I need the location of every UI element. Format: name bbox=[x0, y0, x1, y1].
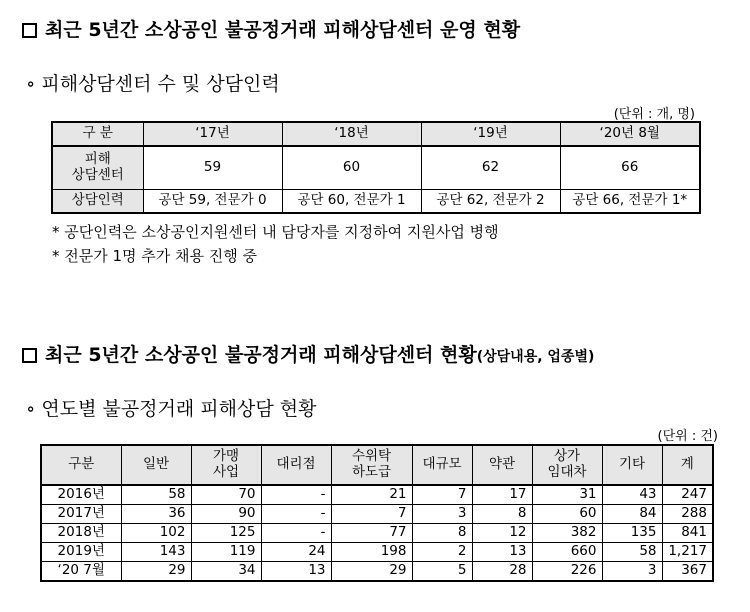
section1-subtitle: 피해상담센터 수 및 상담인력 bbox=[41, 73, 280, 95]
table-cell: 247 bbox=[662, 485, 713, 505]
table-cell: 90 bbox=[191, 505, 261, 524]
table-cell: 29 bbox=[331, 562, 412, 582]
table-cell: 143 bbox=[121, 543, 191, 562]
section1-subheading bbox=[26, 69, 280, 96]
table-cell: 119 bbox=[191, 543, 261, 562]
row-label: 2018년 bbox=[41, 524, 121, 543]
bullet-circle-icon: ∘ bbox=[26, 73, 36, 95]
table-cell: 공단 62, 전문가 2 bbox=[421, 190, 560, 214]
section2-heading bbox=[22, 340, 594, 367]
table-cell: 36 bbox=[121, 505, 191, 524]
header-cell: ‘20년 8월 bbox=[560, 122, 700, 146]
table-cell: 841 bbox=[662, 524, 713, 543]
footnote: * 공단인력은 소상공인지원센터 내 담당자를 지정하여 지원사업 병행 bbox=[52, 223, 499, 241]
table-cell: 7 bbox=[412, 485, 472, 505]
header-cell: 구 분 bbox=[52, 122, 143, 146]
table-row bbox=[41, 505, 713, 524]
table-cell: 31 bbox=[532, 485, 602, 505]
table-cell: 1,217 bbox=[662, 543, 713, 562]
table-cell: 2 bbox=[412, 543, 472, 562]
table-cell: 84 bbox=[602, 505, 662, 524]
table-cell: 13 bbox=[261, 562, 331, 582]
table-cell: 60 bbox=[532, 505, 602, 524]
table-cell: 367 bbox=[662, 562, 713, 582]
header-cell: ‘17년 bbox=[143, 122, 282, 146]
section2-unit: (단위 : 건) bbox=[657, 429, 718, 444]
header-cell: 대리점 bbox=[261, 445, 331, 485]
table-cell: 66 bbox=[560, 146, 700, 190]
section1-title: 최근 5년간 소상공인 불공정거래 피해상담센터 운영 현황 bbox=[45, 19, 521, 41]
header-cell: ‘18년 bbox=[282, 122, 421, 146]
table-cell: 13 bbox=[472, 543, 532, 562]
bullet-circle-icon: ∘ bbox=[26, 398, 36, 420]
table-cell: 3 bbox=[412, 505, 472, 524]
table-cell: 102 bbox=[121, 524, 191, 543]
table-cell: 공단 66, 전문가 1* bbox=[560, 190, 700, 214]
table-cell: 77 bbox=[331, 524, 412, 543]
table-cell: 21 bbox=[331, 485, 412, 505]
row-label: 2016년 bbox=[41, 485, 121, 505]
table-cell: 5 bbox=[412, 562, 472, 582]
table-cell: 7 bbox=[331, 505, 412, 524]
table-cell: 29 bbox=[121, 562, 191, 582]
header-cell: 구분 bbox=[41, 445, 121, 485]
table-row bbox=[41, 543, 713, 562]
checkbox-square-icon bbox=[22, 23, 37, 38]
table-cell: - bbox=[261, 524, 331, 543]
table-row bbox=[41, 562, 713, 582]
table-cell: 62 bbox=[421, 146, 560, 190]
footnote: * 전문가 1명 추가 채용 진행 중 bbox=[52, 247, 258, 265]
table-cell: 12 bbox=[472, 524, 532, 543]
table-cell: 660 bbox=[532, 543, 602, 562]
table-row bbox=[41, 485, 713, 505]
table-cell: - bbox=[261, 485, 331, 505]
table-cell: 135 bbox=[602, 524, 662, 543]
table-cell: 382 bbox=[532, 524, 602, 543]
table-cell: 288 bbox=[662, 505, 713, 524]
table-cell: 공단 60, 전문가 1 bbox=[282, 190, 421, 214]
table-cell: 24 bbox=[261, 543, 331, 562]
table-cell: 28 bbox=[472, 562, 532, 582]
header-cell: 계 bbox=[662, 445, 713, 485]
row-label: 피해 상담센터 bbox=[52, 146, 143, 190]
row-label: 2019년 bbox=[41, 543, 121, 562]
header-cell: 수위탁 하도급 bbox=[331, 445, 412, 485]
table-row bbox=[52, 146, 700, 190]
table-cell: 198 bbox=[331, 543, 412, 562]
table-cell: 8 bbox=[472, 505, 532, 524]
checkbox-square-icon bbox=[22, 348, 37, 363]
table-row bbox=[41, 524, 713, 543]
header-cell: 약관 bbox=[472, 445, 532, 485]
table-cell: 58 bbox=[121, 485, 191, 505]
table-cell: 34 bbox=[191, 562, 261, 582]
center-status-table bbox=[51, 121, 701, 214]
row-label: 2017년 bbox=[41, 505, 121, 524]
table-cell: 3 bbox=[602, 562, 662, 582]
section2-subtitle: 연도별 불공정거래 피해상담 현황 bbox=[41, 398, 317, 420]
yearly-consultation-table bbox=[40, 444, 714, 582]
header-cell: ‘19년 bbox=[421, 122, 560, 146]
row-label: ‘20 7월 bbox=[41, 562, 121, 582]
section2-title-suffix: (상담내용, 업종별) bbox=[476, 349, 595, 365]
table-cell: 공단 59, 전문가 0 bbox=[143, 190, 282, 214]
table-cell: 125 bbox=[191, 524, 261, 543]
table-header-row bbox=[41, 445, 713, 485]
header-cell: 일반 bbox=[121, 445, 191, 485]
table-body bbox=[41, 485, 713, 581]
table-cell: - bbox=[261, 505, 331, 524]
header-cell: 상가 임대차 bbox=[532, 445, 602, 485]
table-cell: 60 bbox=[282, 146, 421, 190]
section1-heading bbox=[22, 15, 520, 42]
table-cell: 70 bbox=[191, 485, 261, 505]
table-cell: 8 bbox=[412, 524, 472, 543]
section2-title: 최근 5년간 소상공인 불공정거래 피해상담센터 현황 bbox=[45, 344, 477, 366]
header-cell: 가맹 사업 bbox=[191, 445, 261, 485]
table-cell: 58 bbox=[602, 543, 662, 562]
section1-unit: (단위 : 개, 명) bbox=[613, 107, 695, 122]
table-cell: 59 bbox=[143, 146, 282, 190]
table-cell: 43 bbox=[602, 485, 662, 505]
section2-subheading bbox=[26, 394, 316, 421]
header-cell: 기타 bbox=[602, 445, 662, 485]
row-label: 상담인력 bbox=[52, 190, 143, 214]
table-cell: 17 bbox=[472, 485, 532, 505]
table-row bbox=[52, 190, 700, 214]
table-cell: 226 bbox=[532, 562, 602, 582]
table-header-row bbox=[52, 122, 700, 146]
header-cell: 대규모 bbox=[412, 445, 472, 485]
